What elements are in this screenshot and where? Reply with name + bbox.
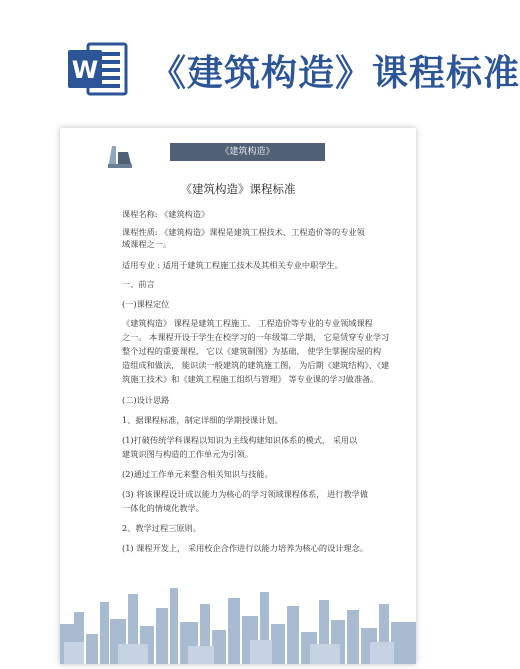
text-line: 域课程之一。 <box>122 239 172 249</box>
text-line: (1)打破传统学科课程以知识为主线构建知识体系的模式， 采用以 <box>122 435 358 445</box>
document-title: 《建筑构造》课程标准 <box>180 182 296 196</box>
section-heading: 一、前言 <box>122 279 155 289</box>
city-skyline-decoration <box>60 564 416 664</box>
text-line: 筑施工技术》和《建筑工程施工组织与管理》 等专业课的学习做准备。 <box>122 374 379 384</box>
text-line: (1) 课程开发上， 采用校企合作进行以能力培养为核心的设计理念。 <box>122 543 369 553</box>
text-line: 适用专业 : 适用于建筑工程施工技术及其相关专业中职学生。 <box>122 260 343 270</box>
text-line: 2、教学过程三原则。 <box>122 523 201 533</box>
word-logo-letter: W <box>71 56 99 84</box>
banner-title: 《建筑构造》课程标准 <box>150 53 520 94</box>
word-icon <box>66 38 130 100</box>
text-line: 《建筑构造》 课程是建筑工程施工、 工程造价等专业的专业领域课程 <box>122 318 373 328</box>
text-line: 建筑识图与构造的工作单元为引领。 <box>122 449 254 459</box>
text-line: 课程名称: 《建筑构造》 <box>122 209 210 219</box>
text-line: 整个过程的重要课程， 它以《建筑制图》为基础， 使学生掌握房屋的构 <box>122 346 382 356</box>
header-bar: 《建筑构造》 <box>170 143 325 161</box>
building-emblem-icon <box>106 142 134 170</box>
text-line: (2)通过工作单元来整合相关知识与技能。 <box>122 469 273 479</box>
banner <box>0 0 520 120</box>
text-line: (3) 将该课程设计成以能力为核心的学习领域课程体系， 进行教学做 <box>122 489 369 499</box>
section-heading: (一)课程定位 <box>122 299 170 309</box>
document-page <box>60 128 416 664</box>
text-line: 课程性质: 《建筑构造》课程是建筑工程技术、工程造价等的专业领 <box>122 227 365 237</box>
text-line: 之一。 本课程开设于学生在校学习的一年级第二学期， 它是赁穿专业学习 <box>122 332 390 342</box>
text-line: 1、据课程标准，制定详细的学期授课计划。 <box>122 415 283 425</box>
text-line: 一体化的情境化教学。 <box>122 503 204 513</box>
text-line: 造组成和做法， 能识读一般建筑的建筑施工图， 为后期《建筑结构》、《建 <box>122 360 390 370</box>
section-heading: (二)设计思路 <box>122 395 170 405</box>
